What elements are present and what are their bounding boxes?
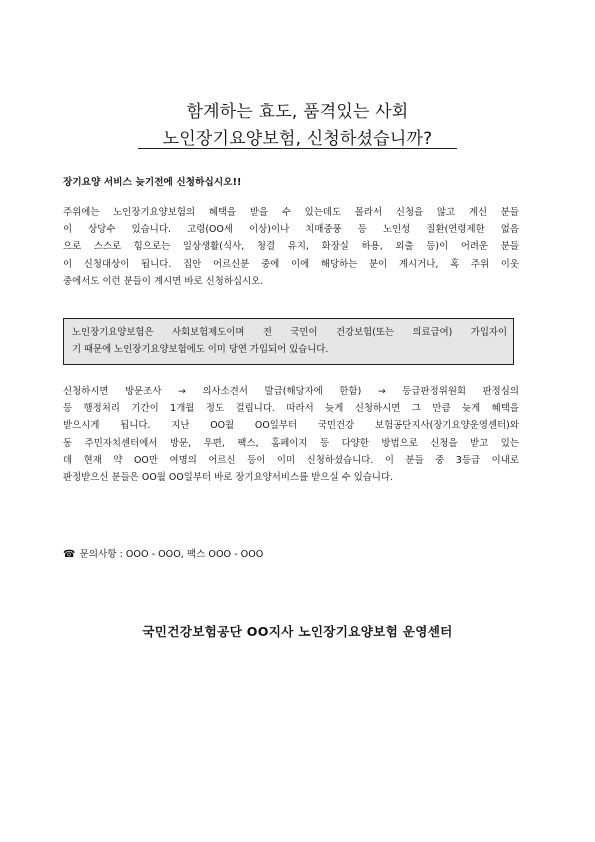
paragraph-line: 데 현재 약 OO만 여명의 어르신 등이 이미 신청하셨습니다. 이 분들 중 3등급 이내로 (63, 454, 519, 466)
paragraph-line: 중에서도 이런 분들이 계시면 바로 신청하십시오. (63, 275, 264, 287)
organization-footer: 국민건강보험공단 OO지사 노인장기요양보험 운영센터 (142, 624, 453, 639)
paragraph-line: 받으시게 됩니다. 지난 OO월 OO일부터 국민건강 보험공단지사(장기요양운영센터)와 (63, 420, 519, 432)
procedure-paragraph (63, 383, 519, 486)
notice-box (63, 318, 514, 365)
paragraph-line: 이 신청대상이 됩니다. 집안 어르신분 중에 이에 해당하는 분이 계시거나, 혹 주위 이웃 (63, 258, 519, 270)
paragraph-line: 으로 스스로 힘으로는 일상생활(식사, 청결 유지, 화장실 하용, 외출 등)이 어려운 분들 (63, 241, 519, 253)
contact-info (63, 546, 263, 560)
paragraph-line: 등 행정처리 기간이 1개월 정도 걸립니다. 따라서 늦게 신청하시면 그 만큼 늦게 혜택을 (63, 403, 519, 415)
intro-paragraph (63, 204, 519, 290)
title-line-2: 노인장기요양보험, 신청하셨습니까? (162, 129, 433, 149)
title-line-1: 함계하는 효도, 품격있는 사회 (186, 102, 409, 122)
paragraph-line: 판정받으신 분들은 OO월 OO일부터 바로 장기요양서비스를 받으실 수 있습니다. (63, 472, 394, 484)
paragraph-line: 신청하시면 방문조사 → 의사소견서 발급(해당자에 한함) → 등급판정위원회 판정심의 (63, 386, 519, 397)
paragraph-line: 동 주민자치센터에서 방문, 우편, 팩스, 홈페이지 등 다양한 방법으로 신청을 받고 있는 (63, 437, 519, 449)
title-underline (138, 148, 457, 149)
telephone-icon: ☎ (63, 549, 76, 560)
section-heading: 장기요양 서비스 늦기전에 신청하십시오!! (63, 177, 242, 188)
notice-line: 노인장기요양보험은 사회보험제도이며 전 국민이 건강보험(또는 의료급여) 가입자이 (72, 327, 507, 338)
paragraph-line: 이 상당수 있습니다. 고령(OO세 이상)이나 치매중풍 등 노인성 질환(연령제한 없음 (63, 224, 519, 236)
contact-text: 문의사항 : OOO - OOO, 팩스 OOO - OOO (79, 549, 264, 560)
notice-line: 기 때문에 노인장기요양보험에도 이미 당연 가입되어 있습니다. (72, 344, 329, 356)
paragraph-line: 주위에는 노인장기요양보험의 혜택을 받을 수 있는데도 몰라서 신청을 않고 계신 분들 (63, 207, 519, 218)
